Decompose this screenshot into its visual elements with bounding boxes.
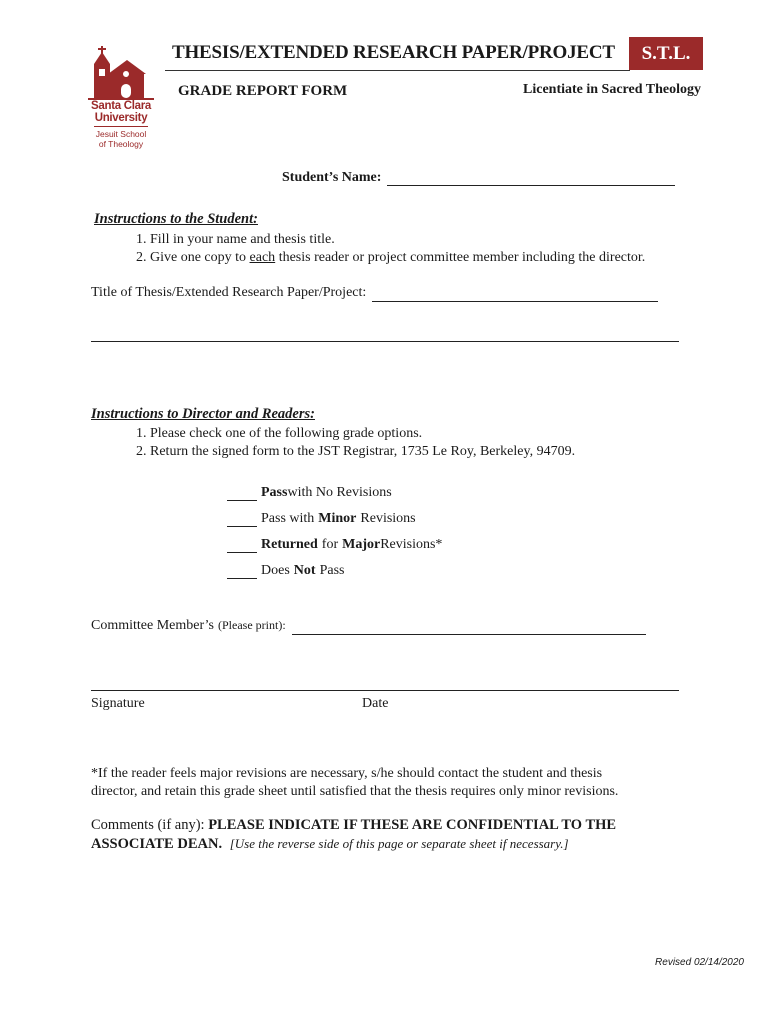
thesis-title-label: Title of Thesis/Extended Research Paper/Project:: [91, 285, 367, 300]
signature-label: Signature: [91, 696, 145, 711]
reader-instructions-heading: Instructions to Director and Readers:: [91, 406, 315, 422]
reader-instruction-1: 1. Please check one of the following grade options.: [136, 426, 423, 441]
committee-member-row: [91, 616, 646, 635]
option-2-text: Pass with: [261, 511, 315, 526]
comments-emphasis-2: ASSOCIATE DEAN.: [91, 836, 223, 852]
thesis-title-field[interactable]: [372, 289, 658, 302]
comments-emphasis: PLEASE INDICATE IF THESE ARE CONFIDENTIAL TO THE: [208, 817, 617, 833]
student-name-row: [282, 170, 675, 186]
option-3-emphasis: Returned: [261, 537, 318, 552]
grade-checkbox-fail[interactable]: [227, 566, 257, 579]
committee-print-note: (Please print):: [218, 618, 286, 632]
comments-note: [Use the reverse side of this page or separate sheet if necessary.]: [229, 836, 569, 851]
form-title: THESIS/EXTENDED RESEARCH PAPER/PROJECT: [172, 42, 615, 63]
comments-line-1: [91, 816, 616, 835]
revision-date: Revised 02/14/2020: [655, 957, 744, 968]
student-instruction-1: 1. Fill in your name and thesis title.: [136, 232, 335, 247]
comments-line-2: [91, 834, 569, 854]
grade-option-major: [227, 537, 442, 553]
grade-checkbox-minor[interactable]: [227, 514, 257, 527]
student-name-field[interactable]: [387, 173, 675, 186]
option-4-emphasis: Not: [293, 563, 316, 578]
grade-option-pass: [227, 485, 392, 501]
committee-member-label: Committee Member’s: [91, 618, 214, 633]
degree-name: Licentiate in Sacred Theology: [523, 82, 701, 97]
student-instruction-2: [136, 248, 645, 267]
student-name-label: Student’s Name:: [282, 170, 382, 185]
committee-member-field[interactable]: [292, 622, 646, 635]
footnote-line-1: *If the reader feels major revisions are necessary, s/he should contact the student and thesis: [91, 766, 603, 781]
option-1-emphasis: Pass: [261, 485, 288, 500]
comments-label: Comments (if any):: [91, 817, 209, 833]
thesis-title-row: [91, 283, 658, 302]
thesis-title-field-line-2[interactable]: [91, 341, 679, 342]
mission-church-icon: [88, 44, 154, 100]
student-instructions-heading: Instructions to the Student:: [94, 211, 258, 227]
degree-badge: S.T.L.: [629, 37, 703, 70]
logo-line-3: Jesuit School: [95, 129, 147, 139]
option-1-text: with No Revisions: [287, 485, 392, 500]
option-3-emphasis-2: Major: [342, 537, 381, 552]
signature-date-line[interactable]: [91, 690, 679, 691]
option-3-text: for: [321, 537, 339, 552]
instruction-2-emphasis: each: [249, 250, 276, 265]
option-2-suffix: Revisions: [360, 511, 416, 526]
grade-option-minor: [227, 511, 416, 527]
grade-checkbox-pass[interactable]: [227, 488, 257, 501]
form-subtitle: GRADE REPORT FORM: [178, 83, 348, 99]
option-4-suffix: Pass: [319, 563, 345, 578]
footnote-line-2: director, and retain this grade sheet until satisfied that the thesis requires only minor revisions.: [91, 784, 619, 799]
logo-line-4: of Theology: [98, 139, 144, 149]
logo-line-2: University: [94, 112, 148, 124]
instruction-2-prefix: 2. Give one copy to: [136, 250, 250, 265]
grade-checkbox-major[interactable]: [227, 540, 257, 553]
option-3-suffix: Revisions*: [380, 537, 443, 552]
university-logo: [88, 44, 154, 156]
grade-option-fail: [227, 563, 344, 579]
logo-line-1: Santa Clara: [91, 100, 151, 112]
date-label: Date: [362, 696, 389, 711]
instruction-2-suffix: thesis reader or project committee member including the director.: [275, 250, 646, 265]
logo-divider: [94, 126, 148, 127]
reader-instruction-2: 2. Return the signed form to the JST Registrar, 1735 Le Roy, Berkeley, 94709.: [136, 444, 576, 459]
title-rule: [165, 70, 630, 71]
option-4-text: Does: [261, 563, 290, 578]
option-2-emphasis: Minor: [318, 511, 357, 526]
